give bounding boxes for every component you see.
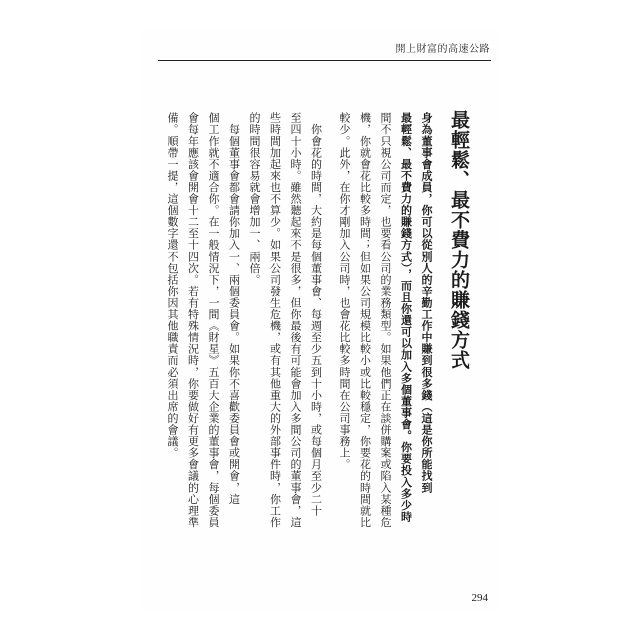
text-column-12: 會每年應該會開會十二至十四次。若有特殊情況時，你要做好有更多會議的心理準: [186, 112, 200, 528]
text-column-5: 較少。此外，在你才剛加入公司時，也會花比較多時間在公司事務上。: [338, 112, 351, 471]
section-heading: 最輕鬆、最不費力的賺錢方式: [448, 110, 470, 370]
header-rule: [158, 60, 491, 61]
text-column-3: 間不只視公司而定，也要看公司的業務類型。如果他們正在談併購案或陷入某種危: [379, 112, 392, 528]
running-head: 開上財富的高速公路: [395, 44, 490, 55]
text-column-10: 每個董事會都會請你加入一、兩個委員會。如果你不喜歡委員會或開會，這: [227, 112, 241, 505]
text-column-1: 身為董事會成員，你可以從別人的辛勤工作中賺到很多錢（這是你所能找到: [420, 112, 433, 494]
text-column-13: 備。順帶一提，這個數字還不包括你因其他職責而必須出席的會議。: [166, 112, 179, 459]
text-column-9: 的時間很容易就會增加一、兩倍。: [248, 112, 261, 286]
text-column-7: 至四十小時。雖然聽起來不是很多，但你最後有可能會加入多間公司的董事會，這: [289, 112, 302, 528]
text-column-6: 你會花的時間，大約是每個董事會、每週至少五到十小時，或每個月至少二十: [309, 112, 323, 517]
text-column-4: 機，你就會花比較多時間；但如果公司規模比較小或比較穩定，你要花的時間就比: [358, 112, 372, 528]
text-column-11: 個工作就不適合你。在一般情況下，一間《財星》五百大企業的董事會，每個委員: [207, 112, 220, 528]
text-column-2: 最輕鬆、最不費力的賺錢方式），而且你還可以加入多個董事會。你要投入多少時: [399, 112, 413, 523]
text-column-8: 些時間加起來也不算少。如果公司發生危機，或有其他重大的外部事件時，你工作: [268, 112, 282, 528]
page-number: 294: [471, 592, 488, 604]
